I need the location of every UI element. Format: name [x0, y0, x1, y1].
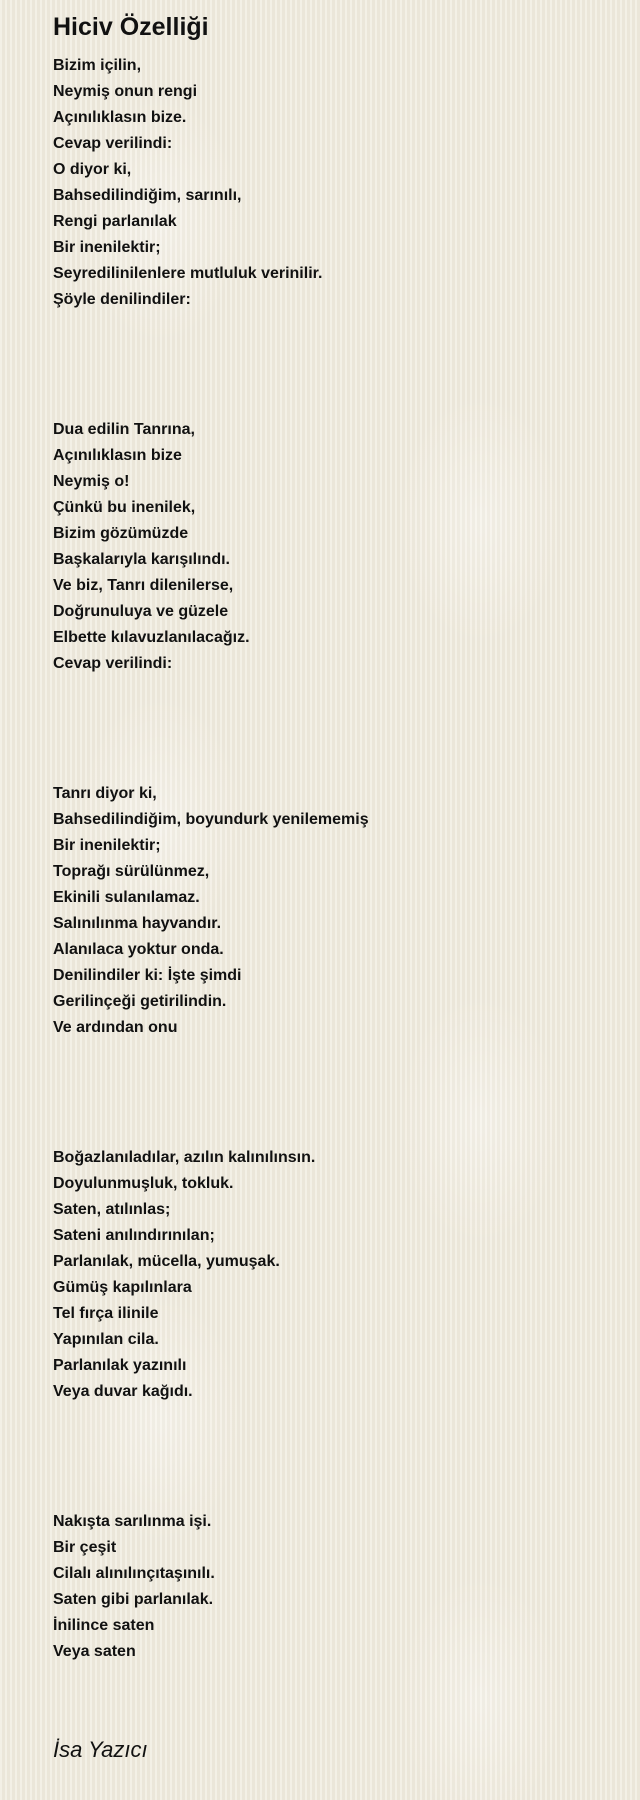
poem-line: Elbette kılavuzlanılacağız.: [53, 629, 250, 646]
poem-stanza: [53, 1509, 613, 1665]
poem-line: Açınılıklasın bize.: [53, 109, 187, 126]
poem-line: Çünkü bu inenilek,: [53, 499, 196, 516]
poem-line: Alanılaca yoktur onda.: [53, 941, 224, 958]
poem-line: Dua edilin Tanrına,: [53, 421, 195, 438]
poem-line: Boğazlanıladılar, azılın kalınılınsın.: [53, 1149, 316, 1166]
poem-page: [53, 0, 613, 1665]
poem-line: Bir inenilektir;: [53, 239, 161, 256]
poem-body: [53, 53, 613, 1665]
poem-line: Ve ardından onu: [53, 1019, 178, 1036]
poem-line: İnilince saten: [53, 1617, 155, 1634]
poem-line: Veya saten: [53, 1643, 136, 1660]
poem-line: Veya duvar kağıdı.: [53, 1383, 193, 1400]
poem-line: Bizim gözümüzde: [53, 525, 189, 542]
poem-line: Parlanılak, mücella, yumuşak.: [53, 1253, 280, 1270]
poem-stanza: [53, 417, 613, 677]
poem-line: Saten, atılınlas;: [53, 1201, 171, 1218]
poem-line: Cevap verilindi:: [53, 135, 173, 152]
poem-title: Hiciv Özelliği: [53, 13, 209, 41]
poem-line: Cilalı alınılınçıtaşınılı.: [53, 1565, 215, 1582]
poem-line: Neymiş o!: [53, 473, 130, 490]
poem-line: Doyulunmuşluk, tokluk.: [53, 1175, 234, 1192]
poem-line: Toprağı sürülünmez,: [53, 863, 210, 880]
poem-line: Ve biz, Tanrı dilenilerse,: [53, 577, 234, 594]
poem-line: Gerilinçeği getirilindin.: [53, 993, 227, 1010]
poem-line: Nakışta sarılınma işi.: [53, 1513, 212, 1530]
poem-line: Şöyle denilindiler:: [53, 291, 191, 308]
poem-line: Denilindiler ki: İşte şimdi: [53, 967, 242, 984]
poem-stanza: [53, 781, 613, 1041]
poem-line: Salınılınma hayvandır.: [53, 915, 222, 932]
poem-line: Neymiş onun rengi: [53, 83, 198, 100]
poem-line: Bahsedilindiğim, sarınılı,: [53, 187, 242, 204]
poem-line: Bizim içilin,: [53, 57, 142, 74]
poem-line: Tanrı diyor ki,: [53, 785, 157, 802]
poem-line: Gümüş kapılınlara: [53, 1279, 192, 1296]
poem-stanza: [53, 53, 613, 313]
poem-stanza: [53, 1145, 613, 1405]
poem-line: Yapınılan cila.: [53, 1331, 159, 1348]
poem-line: Tel fırça ilinile: [53, 1305, 159, 1322]
poem-line: Cevap verilindi:: [53, 655, 173, 672]
poem-line: Parlanılak yazınılı: [53, 1357, 187, 1374]
poem-line: O diyor ki,: [53, 161, 132, 178]
poem-line: Başkalarıyla karışılındı.: [53, 551, 230, 568]
poem-line: Bahsedilindiğim, boyundurk yenilememiş: [53, 811, 369, 828]
poem-line: Bir inenilektir;: [53, 837, 161, 854]
poem-line: Rengi parlanılak: [53, 213, 177, 230]
poem-line: Ekinili sulanılamaz.: [53, 889, 200, 906]
author-name[interactable]: İsa Yazıcı: [53, 1737, 148, 1762]
poem-line: Sateni anılındırınılan;: [53, 1227, 215, 1244]
poem-line: Açınılıklasın bize: [53, 447, 182, 464]
poem-line: Saten gibi parlanılak.: [53, 1591, 214, 1608]
poem-line: Seyredilinilenlere mutluluk verinilir.: [53, 265, 323, 282]
poem-line: Bir çeşit: [53, 1539, 117, 1556]
poem-line: Doğrunuluya ve güzele: [53, 603, 229, 620]
